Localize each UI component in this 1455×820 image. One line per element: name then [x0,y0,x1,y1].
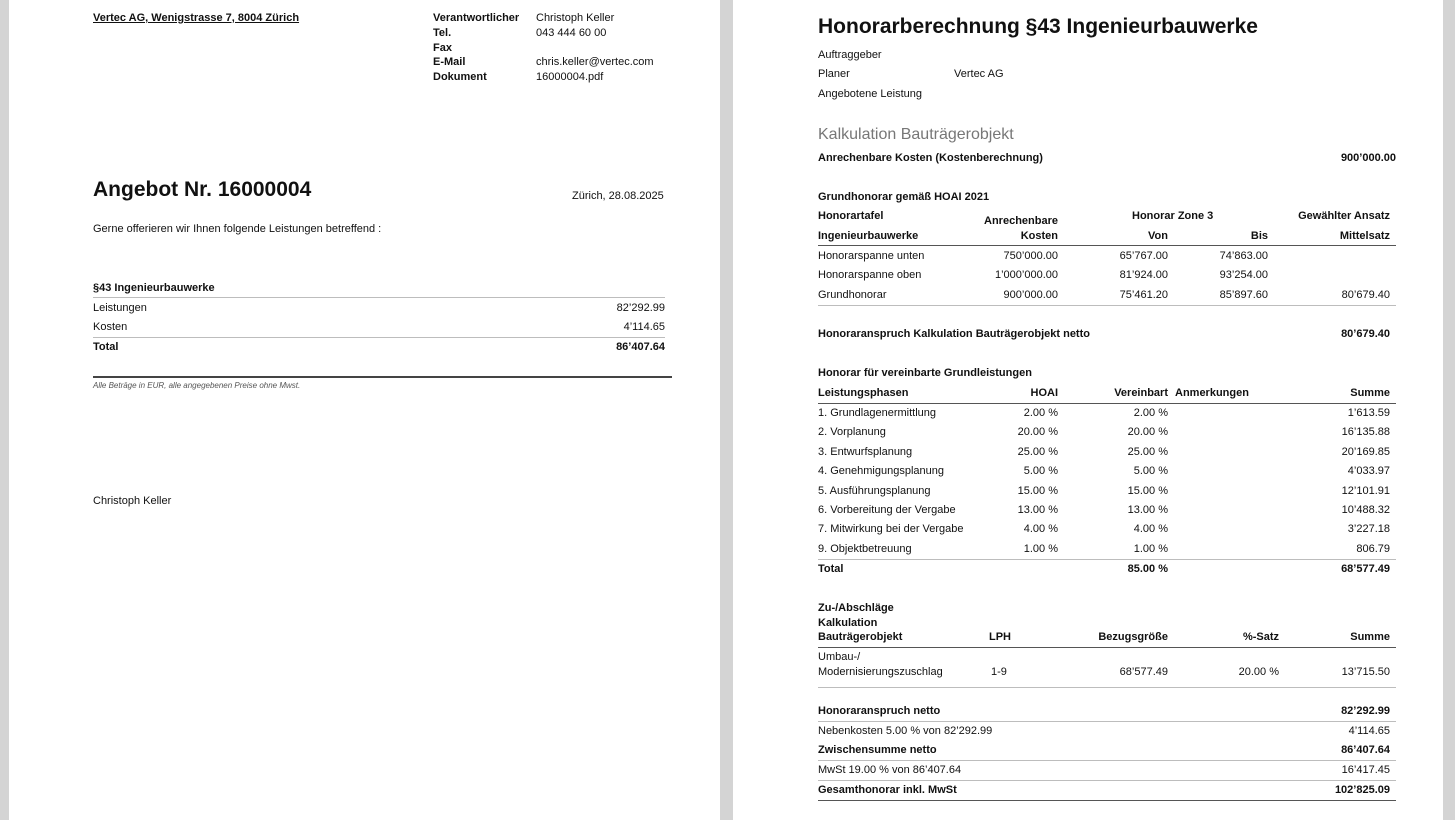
phase-sum: 20’169.85 [1341,446,1390,458]
divider [818,559,1396,560]
col-header: Von [1148,230,1168,242]
footer-rule [93,376,672,378]
calculation-page [733,0,1443,820]
surcharge-title: Zu-/Abschläge [818,602,894,614]
contact-phone [433,27,693,41]
phases-title: Honorar für vereinbarte Grundleistungen [818,367,1032,379]
phases-heading [818,367,1396,383]
divider [818,687,1396,688]
phases-header [818,387,1396,403]
summary-label: Kosten [93,321,128,333]
col-header: Bis [1250,230,1268,242]
col-header: Vereinbart [1114,387,1168,399]
summary-value: 4’114.65 [623,321,665,333]
col-header: Ingenieurbauwerke [818,230,919,242]
meta-planner [818,68,1396,84]
surcharge-lph: 1-9 [991,666,1007,678]
phase-row [818,407,1396,423]
totals-value: 16’417.45 [1341,764,1390,776]
totals-value: 86’407.64 [1341,744,1390,756]
col-header: Honorartafel [818,210,884,222]
phase-label: 1. Grundlagenermittlung [818,407,937,419]
totals-row-grand [818,784,1396,800]
base-fee-row [818,289,1396,305]
totals-value: 4’114.65 [1348,725,1390,737]
surcharge-rate: 20.00 % [1238,666,1279,678]
phase-row [818,485,1396,501]
surcharge-sum: 13’715.50 [1341,666,1390,678]
col-header: Leistungsphasen [818,387,909,399]
base-fee-header-1 [818,210,1396,226]
phase-row [818,426,1396,442]
contact-document [433,71,693,85]
row-costs: 1’000’000.00 [994,269,1058,281]
phase-hoai: 20.00 % [1017,426,1058,438]
phase-agreed: 2.00 % [1133,407,1168,419]
meta-label: Angebotene Leistung [818,88,922,100]
divider [818,780,1396,781]
phase-label: 4. Genehmigungsplanung [818,465,944,477]
phase-sum: 10’488.32 [1341,504,1390,516]
section-heading: §43 Ingenieurbauwerke [93,282,215,294]
phase-hoai: 5.00 % [1023,465,1058,477]
col-header: Anrechenbare [984,215,1058,227]
phase-agreed: 5.00 % [1133,465,1168,477]
phase-row [818,504,1396,520]
phase-agreed: 13.00 % [1127,504,1168,516]
phase-hoai: 15.00 % [1017,485,1058,497]
totals-row-ancillary [818,725,1396,741]
totals-value: 102’825.09 [1334,784,1390,796]
phase-agreed: 1.00 % [1133,543,1168,555]
phase-label: 6. Vorbereitung der Vergabe [818,504,956,516]
surcharge-header [818,631,1396,647]
phase-agreed: 15.00 % [1127,485,1168,497]
surcharge-label: Umbau-/ [818,651,861,663]
divider [93,337,665,338]
surcharge-row [818,666,1396,682]
totals-row-net-fee [818,705,1396,721]
totals-label: Zwischensumme netto [818,744,937,756]
phase-hoai: 1.00 % [1023,543,1058,555]
row-to: 93’254.00 [1219,269,1268,281]
divider [818,305,1396,306]
col-header: Gewählter Ansatz [1298,210,1390,222]
phase-sum: 4’033.97 [1347,465,1390,477]
surcharge-base: 68’577.49 [1119,666,1168,678]
divider [818,245,1396,246]
meta-label: Planer [818,68,850,80]
fee-claim-value: 80’679.40 [1341,328,1390,340]
phase-sum: 3’227.18 [1347,523,1390,535]
col-header: Summe [1350,387,1390,399]
calculation-subtitle: Kalkulation Bauträgerobjekt [818,126,1014,143]
row-from: 75’461.20 [1119,289,1168,301]
row-costs: 750’000.00 [1003,250,1058,262]
row-from: 65’767.00 [1119,250,1168,262]
col-header: LPH [989,631,1011,643]
row-from: 81’924.00 [1119,269,1168,281]
meta-client [818,49,1396,65]
offer-page [9,0,720,820]
surcharge-label: Modernisierungszuschlag [818,666,943,678]
row-costs: 900’000.00 [1003,289,1058,301]
phase-row [818,465,1396,481]
divider [818,760,1396,761]
base-fee-heading [818,191,1396,207]
contact-responsible [433,12,693,26]
phase-agreed: 4.00 % [1133,523,1168,535]
contact-value: 16000004.pdf [536,71,604,83]
contact-label: Tel. [433,27,452,39]
col-header: Honorar Zone 3 [1132,210,1214,222]
phase-label: 7. Mitwirkung bei der Vergabe [818,523,964,535]
surcharge-heading-1 [818,602,1396,618]
totals-row-vat [818,764,1396,780]
phase-hoai: 2.00 % [1023,407,1058,419]
chargeable-costs-value: 900’000.00 [1340,152,1396,164]
row-label: Honorarspanne unten [818,250,925,262]
meta-service [818,88,1396,104]
phase-hoai: 25.00 % [1017,446,1058,458]
col-header: Kosten [1020,230,1058,242]
chargeable-costs-label: Anrechenbare Kosten (Kostenberechnung) [818,152,1043,164]
col-header: Anmerkungen [1175,387,1249,399]
divider [818,800,1396,801]
totals-value: 82’292.99 [1341,705,1390,717]
contact-label: E-Mail [433,56,466,68]
total-percent: 85.00 % [1127,563,1168,575]
phase-sum: 806.79 [1356,543,1390,555]
phase-label: 9. Objektbetreuung [818,543,912,555]
phase-row [818,543,1396,559]
contact-value: Christoph Keller [536,12,615,24]
summary-row [93,302,665,320]
contact-value: 043 444 60 00 [536,27,607,39]
company-address: Vertec AG, Wenigstrasse 7, 8004 Zürich [93,12,300,24]
contact-label: Fax [433,42,452,54]
offer-title: Angebot Nr. 16000004 [93,178,312,201]
meta-label: Auftraggeber [818,49,882,61]
fee-claim-label: Honoraranspruch Kalkulation Bauträgerobjekt netto [818,328,1090,340]
phase-label: 5. Ausführungsplanung [818,485,931,497]
divider [93,297,665,298]
totals-label: MwSt 19.00 % von 86’407.64 [818,764,962,776]
base-fee-row [818,269,1396,285]
total-label: Total [818,563,844,575]
phase-hoai: 13.00 % [1017,504,1058,516]
summary-label: Leistungen [93,302,147,314]
total-label: Total [93,341,119,353]
phase-row [818,446,1396,462]
signer-name: Christoph Keller [93,495,172,507]
row-label: Honorarspanne oben [818,269,922,281]
col-header: HOAI [1030,387,1058,399]
phases-total-row [818,563,1396,579]
totals-label: Nebenkosten 5.00 % von 82’292.99 [818,725,993,737]
contact-label: Verantwortlicher [433,12,520,24]
phase-agreed: 20.00 % [1127,426,1168,438]
base-fee-header-2 [818,230,1396,246]
total-sum: 68’577.49 [1341,563,1390,575]
base-fee-title: Grundhonorar gemäß HOAI 2021 [818,191,990,203]
totals-label: Gesamthonorar inkl. MwSt [818,784,957,796]
col-header: Bezugsgröße [1098,631,1168,643]
calculation-title: Honorarberechnung §43 Ingenieurbauwerke [818,15,1258,38]
contact-email [433,56,693,70]
summary-value: 82’292.99 [616,302,665,314]
summary-total-row [93,341,665,359]
divider [818,647,1396,648]
col-header: Summe [1350,631,1390,643]
chargeable-costs-row [818,152,1396,168]
row-mid: 80’679.40 [1341,289,1390,301]
contact-label: Dokument [433,71,487,83]
totals-row-subtotal [818,744,1396,760]
fee-claim-row [818,328,1396,344]
divider [818,721,1396,722]
phase-agreed: 25.00 % [1127,446,1168,458]
surcharge-title: Kalkulation [818,617,878,629]
phase-sum: 1’613.59 [1347,407,1390,419]
phase-sum: 16’135.88 [1341,426,1390,438]
surcharge-row-line1 [818,651,1396,667]
contact-value: chris.keller@vertec.com [536,56,654,68]
base-fee-row [818,250,1396,266]
phase-sum: 12’101.91 [1341,485,1390,497]
row-to: 74’863.00 [1219,250,1268,262]
totals-label: Honoraranspruch netto [818,705,941,717]
phase-label: 2. Vorplanung [818,426,886,438]
row-label: Grundhonorar [818,289,887,301]
col-header: Bauträgerobjekt [818,631,903,643]
total-value: 86’407.64 [616,341,665,353]
phase-hoai: 4.00 % [1023,523,1058,535]
meta-value: Vertec AG [954,68,1004,80]
currency-footnote: Alle Beträge in EUR, alle angegebenen Preise ohne Mwst. [93,381,301,390]
row-to: 85’897.60 [1219,289,1268,301]
divider [818,403,1396,404]
contact-fax [433,42,693,56]
col-header: %-Satz [1242,631,1279,643]
phase-label: 3. Entwurfsplanung [818,446,913,458]
col-header: Mittelsatz [1339,230,1390,242]
phase-row [818,523,1396,539]
offer-intro: Gerne offerieren wir Ihnen folgende Leistungen betreffend : [93,223,382,235]
offer-date: Zürich, 28.08.2025 [572,190,664,202]
